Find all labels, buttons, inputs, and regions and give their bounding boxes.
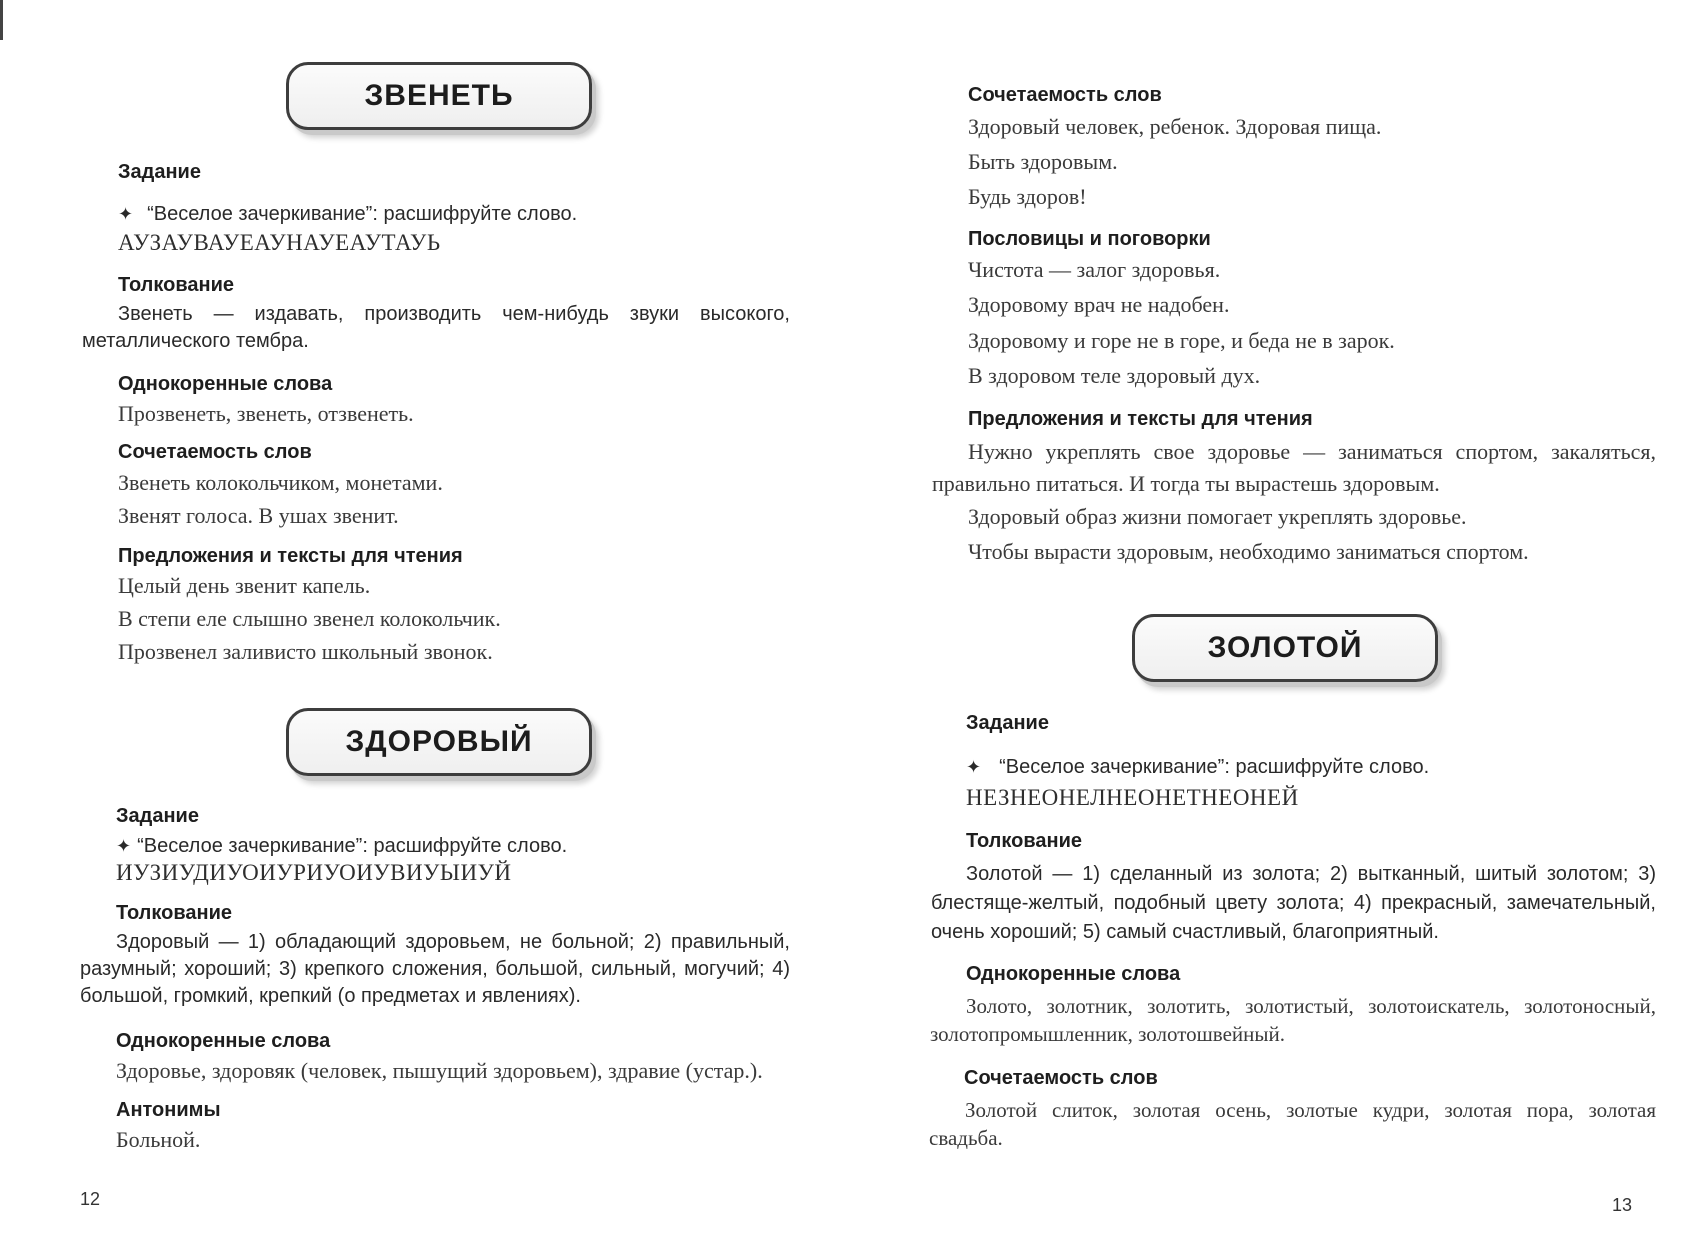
proverb-line: Здоровому врач не надобен. bbox=[968, 292, 1230, 317]
collocations-heading: Сочетаемость слов bbox=[964, 1067, 1158, 1089]
task-line bbox=[966, 756, 1429, 779]
reading-heading: Предложения и тексты для чтения bbox=[968, 408, 1313, 430]
cognates-heading: Однокоренные слова bbox=[118, 373, 333, 395]
collocations-text: Золотой слиток, золотая осень, золотые кудри, золотая пора, золотая свадьба. bbox=[929, 1098, 1656, 1150]
task-line bbox=[116, 835, 567, 858]
right-page bbox=[845, 0, 1689, 1253]
star-bullet-icon: ✦ bbox=[118, 204, 134, 225]
page-number: 13 bbox=[1612, 1195, 1633, 1215]
collocation-line: Здоровый человек, ребенок. Здоровая пища. bbox=[968, 114, 1382, 139]
antonyms-heading: Антонимы bbox=[116, 1099, 221, 1121]
task-heading: Задание bbox=[116, 805, 199, 827]
interpretation-heading: Толкование bbox=[118, 274, 234, 296]
interpretation-heading: Толкование bbox=[116, 902, 232, 924]
entry-title-zvenet: ЗВЕНЕТЬ bbox=[286, 62, 592, 130]
task-text: “Веселое зачеркивание”: расшифруйте слово. bbox=[137, 835, 568, 857]
antonyms-text: Больной. bbox=[116, 1127, 201, 1152]
task-heading: Задание bbox=[966, 712, 1049, 734]
cipher-word: ИУЗИУДИУОИУРИУОИУВИУЫИУЙ bbox=[116, 860, 512, 885]
page-number: 12 bbox=[80, 1189, 101, 1209]
task-line bbox=[118, 203, 577, 226]
collocations-heading: Сочетаемость слов bbox=[968, 84, 1162, 106]
reading-heading: Предложения и тексты для чтения bbox=[118, 545, 463, 567]
proverbs-heading: Пословицы и поговорки bbox=[968, 228, 1211, 250]
reading-line: Прозвенел заливисто школьный звонок. bbox=[118, 639, 493, 664]
collocation-line: Быть здоровым. bbox=[968, 149, 1118, 174]
interpretation-text: Здоровый — 1) обладающий здоровьем, не больной; 2) правильный, разумный; хороший; 3) крепкого сложения, большой, сильный, могучий; 4) большой, громкий, крепкий (о предметах и явлениях). bbox=[80, 931, 790, 1007]
cipher-word: НЕЗНЕОНЕЛНЕОНЕТНЕОНЕЙ bbox=[966, 785, 1299, 810]
task-text: “Веселое зачеркивание”: расшифруйте слово. bbox=[999, 756, 1430, 778]
task-text: “Веселое зачеркивание”: расшифруйте слово. bbox=[147, 203, 578, 225]
entry-title-zdorovyi: ЗДОРОВЫЙ bbox=[286, 708, 592, 776]
cognates-heading: Однокоренные слова bbox=[966, 963, 1181, 985]
cognates-heading: Однокоренные слова bbox=[116, 1030, 331, 1052]
cipher-word: АУЗАУВАУЕАУНАУЕАУТАУЬ bbox=[118, 230, 441, 255]
cognates-text: Здоровье, здоровяк (человек, пышущий здоровьем), здравие (устар.). bbox=[116, 1058, 763, 1083]
reading-line: Целый день звенит капель. bbox=[118, 573, 371, 598]
cognates-text: Золото, золотник, золотить, золотистый, золотоискатель, золотоносный, золотопромышленник, золотошвейный. bbox=[930, 994, 1656, 1046]
collocation-line: Звенят голоса. В ушах звенит. bbox=[118, 503, 399, 528]
interpretation-text: Золотой — 1) сделанный из золота; 2) вытканный, шитый золотом; 3) блестяще-желтый, подобный цвету золота; 4) прекрасный, замечательный, очень хороший; 5) самый счастливый, благоприятный. bbox=[931, 863, 1656, 943]
reading-line: В степи еле слышно звенел колокольчик. bbox=[118, 606, 501, 631]
proverb-line: В здоровом теле здоровый дух. bbox=[968, 363, 1261, 388]
star-bullet-icon: ✦ bbox=[966, 757, 982, 778]
entry-title-zolotoi: ЗОЛОТОЙ bbox=[1132, 614, 1438, 682]
cognates-text: Прозвенеть, звенеть, отзвенеть. bbox=[118, 401, 414, 426]
star-bullet-icon: ✦ bbox=[116, 836, 132, 857]
interpretation-text: Звенеть — издавать, производить чем-нибудь звуки высокого, металлического тембра. bbox=[82, 303, 790, 352]
reading-line: Здоровый образ жизни помогает укреплять здоровье. bbox=[968, 504, 1467, 529]
proverb-line: Здоровому и горе не в горе, и беда не в зарок. bbox=[968, 328, 1395, 353]
task-heading: Задание bbox=[118, 161, 201, 183]
collocation-line: Звенеть колокольчиком, монетами. bbox=[118, 470, 443, 495]
interpretation-heading: Толкование bbox=[966, 830, 1082, 852]
reading-line: Чтобы вырасти здоровым, необходимо заниматься спортом. bbox=[968, 539, 1529, 564]
collocation-line: Будь здоров! bbox=[968, 184, 1087, 209]
collocations-heading: Сочетаемость слов bbox=[118, 441, 312, 463]
proverb-line: Чистота — залог здоровья. bbox=[968, 257, 1221, 282]
reading-paragraph: Нужно укреплять свое здоровье — заниматься спортом, закаляться, правильно питаться. И тогда ты вырастешь здоровым. bbox=[932, 439, 1656, 496]
